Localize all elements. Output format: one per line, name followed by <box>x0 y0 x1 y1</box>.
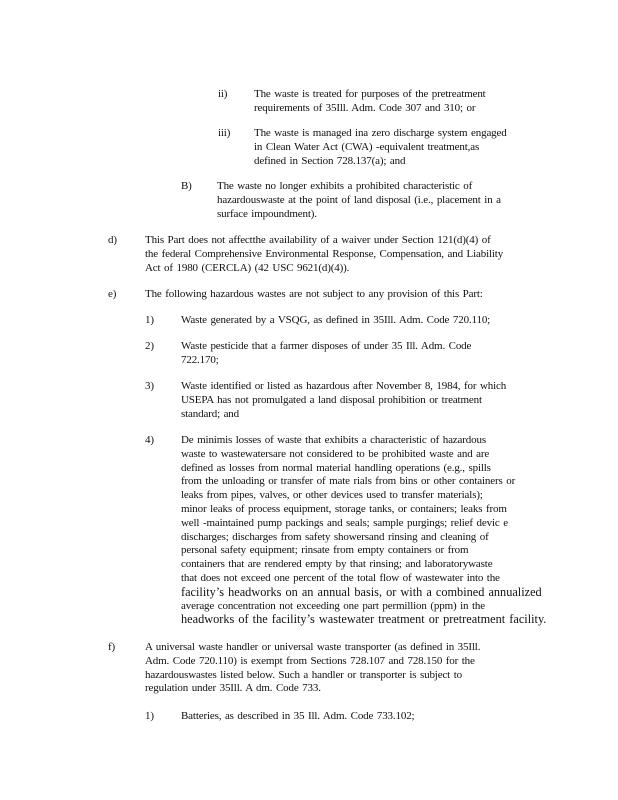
text-line: average concentration not exceeding one part permillion (ppm) in the <box>181 599 485 612</box>
text-line: The waste no longer exhibits a prohibited characteristic of <box>217 180 473 192</box>
text-line: surface impoundment). <box>217 207 317 220</box>
text-line: leaks from pipes, valves, or other devices used to transfer materials); <box>181 489 483 502</box>
text-line: from the unloading or transfer of mate rials from bins or other containers or <box>181 475 516 488</box>
text-line: well -maintained pump packings and seals; sample purgings; relief devic e <box>181 516 508 529</box>
item-label-d: d) <box>108 234 117 246</box>
item-text-e <box>145 288 483 302</box>
item-label-e3: 3) <box>145 380 154 392</box>
item-label-e: e) <box>108 288 117 300</box>
text-line: The waste is treated for purposes of the pretreatment <box>254 88 486 100</box>
text-line: hazardouswaste at the point of land disposal (i.e., placement in a <box>217 193 501 206</box>
text-line: defined in Section 728.137(a); and <box>254 154 406 167</box>
item-label-e4: 4) <box>145 434 154 446</box>
text-line: personal safety equipment; rinsate from empty containers or from <box>181 544 469 557</box>
text-line: hazardouswastes listed below. Such a handler or transporter is subject to <box>145 668 462 681</box>
item-text-e3 <box>181 380 506 421</box>
item-label-f: f) <box>108 641 116 653</box>
text-line-large: facility’s headworks on an annual basis, or with a combined annualized <box>181 584 542 599</box>
text-line: A universal waste handler or universal waste transporter (as defined in 35Ill. <box>145 641 481 653</box>
item-label-f1: 1) <box>145 710 154 722</box>
item-label-e1: 1) <box>145 314 154 326</box>
item-text-d <box>145 234 503 275</box>
item-text-b <box>217 180 501 221</box>
text-line: in Clean Water Act (CWA) -equivalent treatment,as <box>254 140 480 153</box>
text-line: minor leaks of process equipment, storage tanks, or containers; leaks from <box>181 502 507 515</box>
item-text-e1 <box>181 314 490 328</box>
text-line-large: headworks of the facility’s wastewater treatment or pretreatment facility. <box>181 612 547 627</box>
item-text-a2-iii <box>254 127 507 168</box>
item-text-e2 <box>181 340 471 368</box>
text-line: that does not exceed one percent of the total flow of wastewater into the <box>181 571 500 584</box>
item-label-b: B) <box>181 180 192 192</box>
item-text-e4 <box>181 434 546 627</box>
text-line: Waste identified or listed as hazardous after November 8, 1984, for which <box>181 380 507 392</box>
item-label-a2-iii: iii) <box>218 127 231 139</box>
text-line: Act of 1980 (CERCLA) (42 USC 9621(d)(4)). <box>145 261 350 274</box>
text-line: containers that are rendered empty by that rinsing; and laboratorywaste <box>181 558 493 571</box>
text-line: 722.170; <box>181 353 219 366</box>
text-line: Adm. Code 720.110) is exempt from Sections 728.107 and 728.150 for the <box>145 654 475 667</box>
text-line: Waste generated by a VSQG, as defined in 35Ill. Adm. Code 720.110; <box>181 314 491 326</box>
item-text-f1 <box>181 710 414 724</box>
text-line: the federal Comprehensive Environmental Response, Compensation, and Liability <box>145 247 504 260</box>
text-line: regulation under 35Ill. A dm. Code 733. <box>145 682 321 695</box>
text-line: USEPA has not promulgated a land disposal prohibition or treatment <box>181 393 482 406</box>
text-line: defined as losses from normal material handling operations (e.g., spills <box>181 461 491 474</box>
text-line: De minimis losses of waste that exhibits a characteristic of hazardous <box>181 434 486 446</box>
text-line: standard; and <box>181 407 240 420</box>
item-label-a2-ii: ii) <box>218 88 228 100</box>
item-text-a2-ii <box>254 88 486 116</box>
text-line: discharges; discharges from safety showersand rinsing and cleaning of <box>181 530 489 543</box>
text-line: requirements of 35Ill. Adm. Code 307 and 310; or <box>254 101 476 114</box>
text-line: waste to wastewatersare not considered to be prohibited waste and are <box>181 447 490 460</box>
item-label-e2: 2) <box>145 340 154 352</box>
text-line: Batteries, as described in 35 Ill. Adm. Code 733.102; <box>181 710 415 722</box>
text-line: The waste is managed ina zero discharge system engaged <box>254 127 507 139</box>
text-line: This Part does not affectthe availability of a waiver under Section 121(d)(4) of <box>145 234 491 246</box>
item-text-f <box>145 641 480 696</box>
text-line: Waste pesticide that a farmer disposes of under 35 Ill. Adm. Code <box>181 340 472 352</box>
text-line: The following hazardous wastes are not subject to any provision of this Part: <box>145 288 483 300</box>
